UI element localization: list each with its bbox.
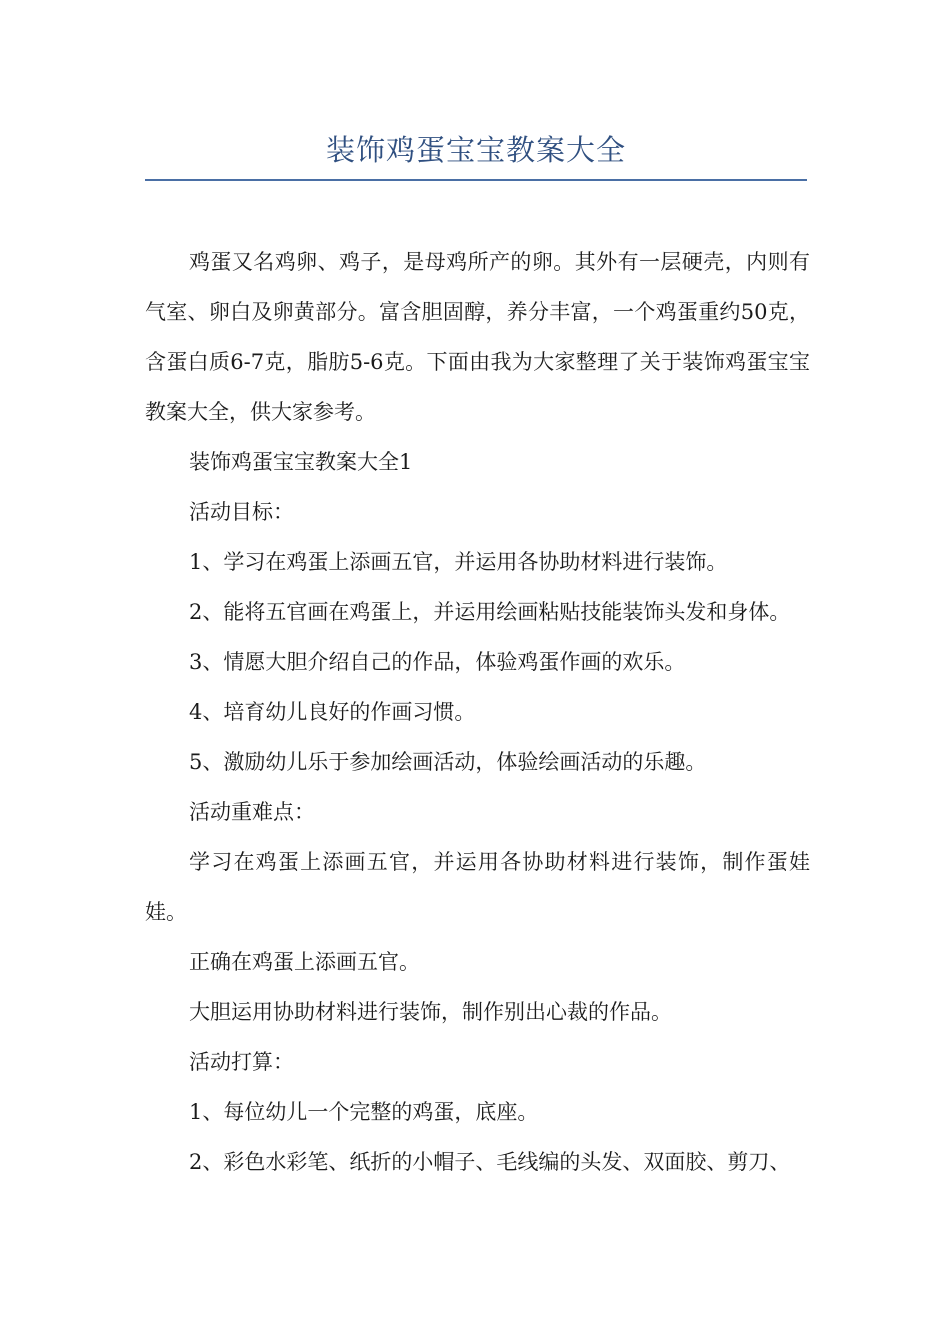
section-heading: 装饰鸡蛋宝宝教案大全1 (189, 450, 413, 474)
subheading-key-points: 活动重难点： (189, 800, 315, 824)
body-paragraph: 学习在鸡蛋上添画五官，并运用各协助材料进行装饰，制作蛋娃娃。 (145, 850, 810, 924)
title-underline (145, 179, 807, 181)
list-item: 2、能将五官画在鸡蛋上，并运用绘画粘贴技能装饰头发和身体。 (189, 600, 791, 624)
list-item: 5、激励幼儿乐于参加绘画活动，体验绘画活动的乐趣。 (189, 750, 707, 774)
subheading-goals: 活动目标： (189, 500, 294, 524)
body-paragraph: 正确在鸡蛋上添画五官。 (189, 950, 420, 974)
list-item: 1、学习在鸡蛋上添画五官，并运用各协助材料进行装饰。 (189, 550, 728, 574)
document-body (145, 237, 810, 1187)
list-item: 3、情愿大胆介绍自己的作品，体验鸡蛋作画的欢乐。 (189, 650, 686, 674)
list-item: 2、彩色水彩笔、纸折的小帽子、毛线编的头发、双面胶、剪刀、 (189, 1150, 791, 1174)
list-item: 4、培育幼儿良好的作画习惯。 (189, 700, 476, 724)
body-paragraph: 大胆运用协助材料进行装饰，制作别出心裁的作品。 (189, 1000, 672, 1024)
list-item: 1、每位幼儿一个完整的鸡蛋，底座。 (189, 1100, 539, 1124)
subheading-preparation: 活动打算： (189, 1050, 294, 1074)
intro-paragraph: 鸡蛋又名鸡卵、鸡子，是母鸡所产的卵。其外有一层硬壳，内则有气室、卵白及卵黄部分。富含胆固醇，养分丰富，一个鸡蛋重约50克，含蛋白质6-7克，脂肪5-6克。下面由我为大家整理了关于装饰鸡蛋宝宝教案大全，供大家参考。 (145, 250, 810, 424)
document-title: 装饰鸡蛋宝宝教案大全 (325, 133, 626, 167)
